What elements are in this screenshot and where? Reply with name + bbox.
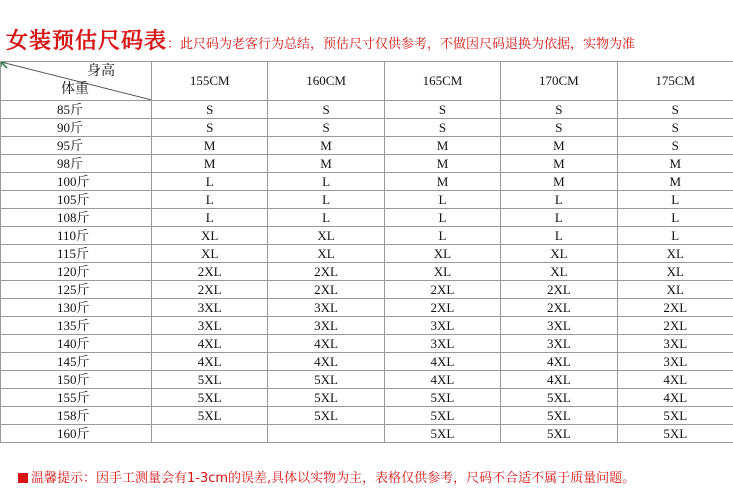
- size-cell: M: [617, 173, 733, 191]
- size-cell: 3XL: [152, 299, 268, 317]
- size-cell: 5XL: [152, 407, 268, 425]
- size-cell: 5XL: [152, 371, 268, 389]
- size-cell: 2XL: [268, 263, 384, 281]
- size-cell: 2XL: [501, 281, 617, 299]
- size-cell: M: [384, 137, 500, 155]
- weight-cell: 100斤: [1, 173, 152, 191]
- size-cell: 5XL: [384, 389, 500, 407]
- size-cell: XL: [384, 263, 500, 281]
- size-cell: 5XL: [268, 407, 384, 425]
- size-cell: 4XL: [152, 335, 268, 353]
- weight-cell: 160斤: [1, 425, 152, 443]
- size-cell: L: [268, 209, 384, 227]
- size-cell: M: [384, 173, 500, 191]
- size-cell: 2XL: [617, 317, 733, 335]
- size-cell: S: [617, 119, 733, 137]
- height-header-165: 165CM: [384, 62, 500, 101]
- height-header-160: 160CM: [268, 62, 384, 101]
- size-cell: 4XL: [501, 371, 617, 389]
- size-cell: M: [152, 155, 268, 173]
- size-cell: XL: [501, 263, 617, 281]
- size-cell: XL: [152, 245, 268, 263]
- table-row: [1, 425, 733, 443]
- size-cell: S: [268, 119, 384, 137]
- size-table: [0, 61, 733, 443]
- size-cell: XL: [501, 245, 617, 263]
- table-row: [1, 281, 733, 299]
- weight-cell: 95斤: [1, 137, 152, 155]
- weight-cell: 125斤: [1, 281, 152, 299]
- size-cell: 5XL: [384, 407, 500, 425]
- size-cell: L: [617, 209, 733, 227]
- size-cell: M: [501, 155, 617, 173]
- size-cell: 5XL: [501, 425, 617, 443]
- table-row: [1, 407, 733, 425]
- size-cell: L: [384, 209, 500, 227]
- size-cell: 4XL: [384, 371, 500, 389]
- weight-cell: 90斤: [1, 119, 152, 137]
- size-cell: 2XL: [152, 281, 268, 299]
- size-cell: 2XL: [268, 281, 384, 299]
- size-cell: L: [501, 209, 617, 227]
- size-cell: 3XL: [501, 335, 617, 353]
- size-cell: 4XL: [384, 353, 500, 371]
- size-cell: 2XL: [384, 281, 500, 299]
- size-cell: 5XL: [268, 389, 384, 407]
- size-cell: S: [501, 119, 617, 137]
- size-cell: 2XL: [501, 299, 617, 317]
- size-cell: 4XL: [617, 371, 733, 389]
- size-cell: L: [384, 227, 500, 245]
- size-cell: 3XL: [501, 317, 617, 335]
- table-row: [1, 173, 733, 191]
- size-cell: L: [152, 191, 268, 209]
- table-row: [1, 137, 733, 155]
- weight-cell: 105斤: [1, 191, 152, 209]
- size-cell: L: [152, 209, 268, 227]
- size-cell: 4XL: [501, 353, 617, 371]
- size-cell: 3XL: [152, 317, 268, 335]
- size-cell: L: [501, 191, 617, 209]
- size-cell: [152, 425, 268, 443]
- size-cell: 4XL: [152, 353, 268, 371]
- size-cell: 5XL: [617, 425, 733, 443]
- size-cell: L: [384, 191, 500, 209]
- table-row: [1, 227, 733, 245]
- size-cell: M: [617, 155, 733, 173]
- table-row: [1, 263, 733, 281]
- table-row: [1, 371, 733, 389]
- table-row: [1, 155, 733, 173]
- size-cell: 5XL: [501, 389, 617, 407]
- size-cell: S: [501, 101, 617, 119]
- weight-cell: 130斤: [1, 299, 152, 317]
- size-cell: L: [617, 227, 733, 245]
- size-cell: M: [268, 155, 384, 173]
- table-row: [1, 317, 733, 335]
- table-row: [1, 191, 733, 209]
- size-cell: 4XL: [268, 335, 384, 353]
- title-subtitle: ：此尺码为老客行为总结，预估尺寸仅供参考，不做因尺码退换为依据，实物为准: [167, 37, 636, 52]
- size-cell: M: [152, 137, 268, 155]
- weight-cell: 140斤: [1, 335, 152, 353]
- size-cell: XL: [268, 245, 384, 263]
- weight-cell: 150斤: [1, 371, 152, 389]
- size-cell: L: [268, 173, 384, 191]
- size-cell: S: [152, 119, 268, 137]
- size-cell: XL: [617, 245, 733, 263]
- size-cell: 3XL: [384, 335, 500, 353]
- header-row: [1, 62, 733, 101]
- height-header-170: 170CM: [501, 62, 617, 101]
- weight-cell: 108斤: [1, 209, 152, 227]
- table-row: [1, 245, 733, 263]
- size-cell: M: [501, 137, 617, 155]
- size-cell: L: [617, 191, 733, 209]
- size-cell: L: [501, 227, 617, 245]
- size-cell: [268, 425, 384, 443]
- corner-cell: [1, 62, 152, 101]
- size-table-body: [1, 101, 733, 443]
- size-cell: 2XL: [384, 299, 500, 317]
- table-row: [1, 389, 733, 407]
- footer-tip-text: 温馨提示：因手工测量会有1-3cm的误差,具体以实物为主，表格仅供参考，尺码不合适不属于质量问题。: [31, 471, 636, 486]
- weight-axis-label: 体重: [61, 82, 89, 97]
- size-cell: 4XL: [268, 353, 384, 371]
- table-row: [1, 101, 733, 119]
- height-header-155: 155CM: [152, 62, 268, 101]
- weight-cell: 98斤: [1, 155, 152, 173]
- table-row: [1, 119, 733, 137]
- size-cell: 3XL: [384, 317, 500, 335]
- size-cell: S: [384, 101, 500, 119]
- height-header-175: 175CM: [617, 62, 733, 101]
- size-cell: S: [617, 137, 733, 155]
- weight-cell: 155斤: [1, 389, 152, 407]
- size-cell: XL: [384, 245, 500, 263]
- height-axis-label: 身高: [87, 64, 115, 79]
- size-cell: L: [268, 191, 384, 209]
- size-cell: 5XL: [268, 371, 384, 389]
- weight-cell: 110斤: [1, 227, 152, 245]
- size-cell: 2XL: [617, 299, 733, 317]
- title-main: 女装预估尺码表: [6, 28, 168, 54]
- size-cell: 4XL: [617, 389, 733, 407]
- size-cell: M: [384, 155, 500, 173]
- size-cell: 5XL: [152, 389, 268, 407]
- size-cell: 3XL: [268, 317, 384, 335]
- size-cell: XL: [152, 227, 268, 245]
- size-cell: L: [152, 173, 268, 191]
- size-cell: 2XL: [152, 263, 268, 281]
- weight-cell: 115斤: [1, 245, 152, 263]
- chart-title: [6, 24, 635, 58]
- table-row: [1, 209, 733, 227]
- size-cell: S: [384, 119, 500, 137]
- weight-cell: 120斤: [1, 263, 152, 281]
- size-cell: 5XL: [501, 407, 617, 425]
- weight-cell: 135斤: [1, 317, 152, 335]
- size-cell: M: [268, 137, 384, 155]
- footer-tip: [18, 468, 635, 490]
- weight-cell: 145斤: [1, 353, 152, 371]
- size-cell: XL: [617, 281, 733, 299]
- size-cell: S: [268, 101, 384, 119]
- weight-cell: 85斤: [1, 101, 152, 119]
- size-cell: 3XL: [617, 335, 733, 353]
- weight-cell: 158斤: [1, 407, 152, 425]
- table-row: [1, 353, 733, 371]
- size-cell: 3XL: [268, 299, 384, 317]
- size-cell: S: [617, 101, 733, 119]
- size-cell: 3XL: [617, 353, 733, 371]
- table-row: [1, 335, 733, 353]
- size-cell: S: [152, 101, 268, 119]
- size-cell: 5XL: [617, 407, 733, 425]
- size-cell: M: [501, 173, 617, 191]
- size-cell: XL: [268, 227, 384, 245]
- size-cell: 5XL: [384, 425, 500, 443]
- red-square-icon: [18, 473, 28, 483]
- size-cell: XL: [617, 263, 733, 281]
- table-row: [1, 299, 733, 317]
